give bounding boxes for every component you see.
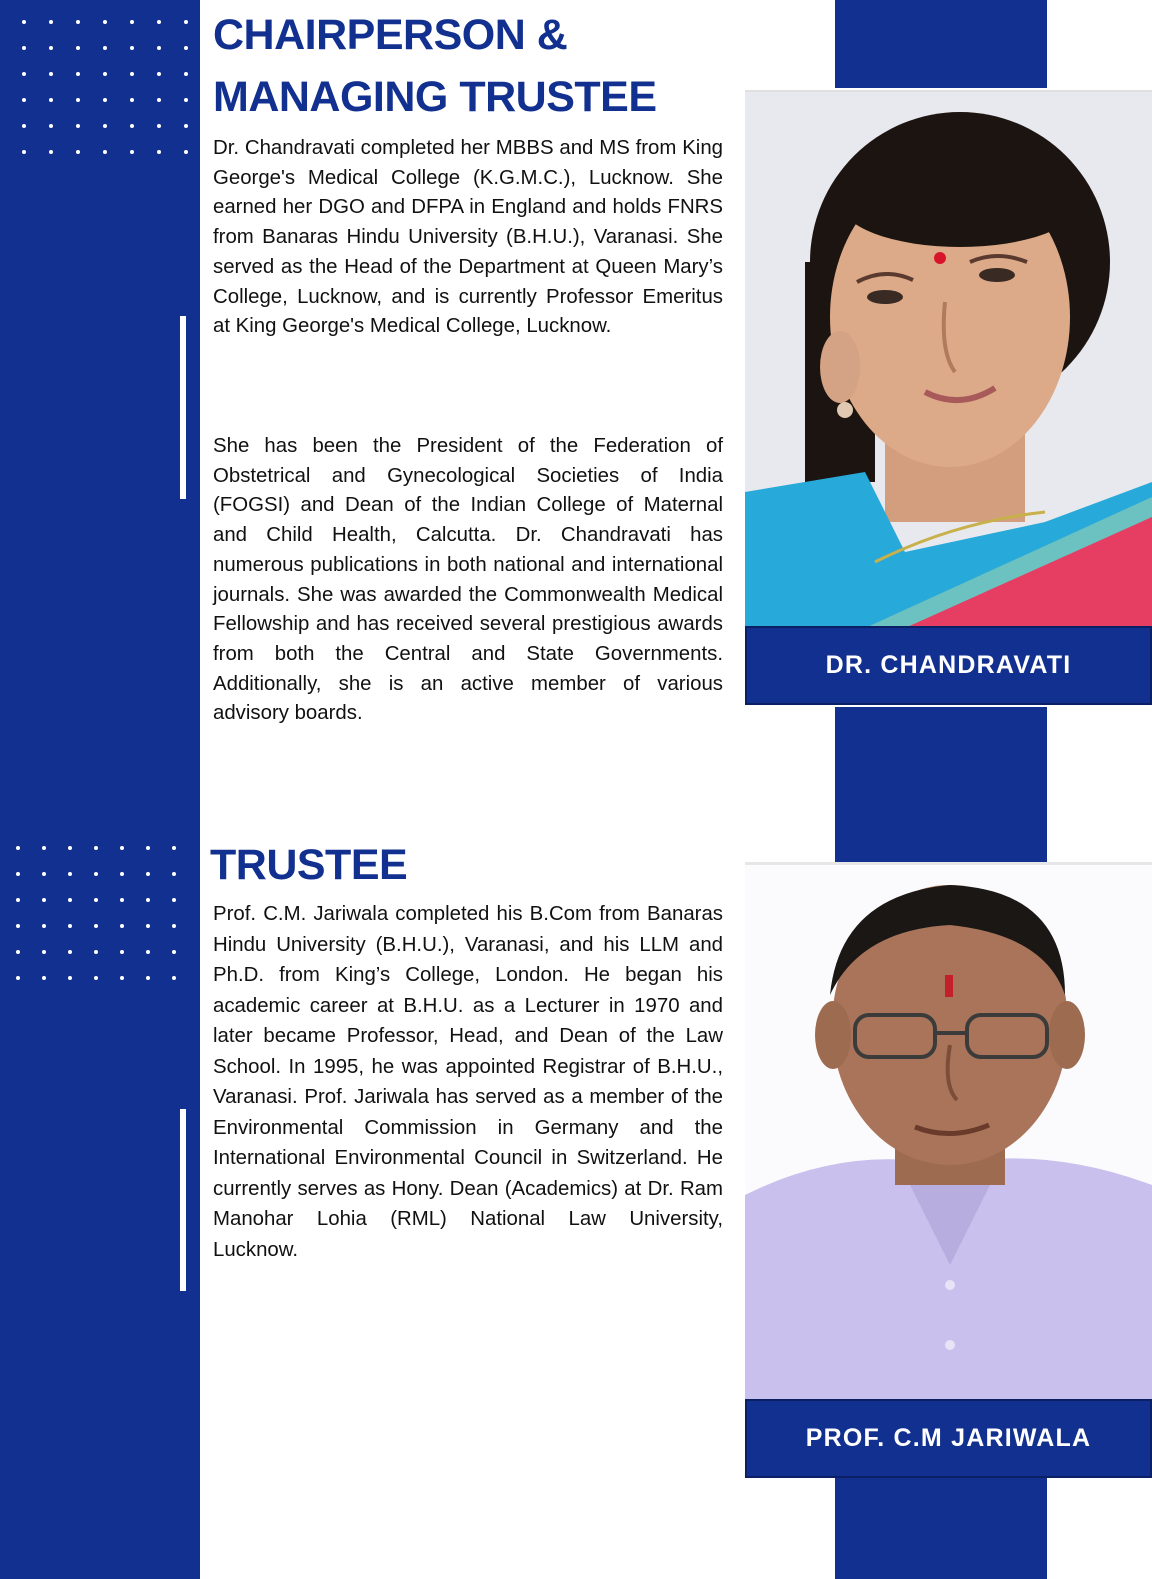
accent-line-top	[180, 316, 186, 499]
right-stripe-middle	[835, 707, 1047, 862]
right-stripe-bottom	[835, 1478, 1047, 1579]
chairperson-bio-paragraph-1: Dr. Chandravati completed her MBBS and MS from King George's Medical College (K.G.M.C.), Lucknow. She earned her DGO and DFPA in England and holds FNRS from Banaras Hindu University (B.H.U.), Varanasi. She served as the Head of the Department at Queen Mary’s College, Lucknow, and is currently Professor Emeritus at King George's Medical College, Lucknow.	[213, 137, 723, 338]
chairperson-heading	[213, 4, 813, 128]
chairperson-heading-line1: CHAIRPERSON &	[213, 11, 568, 59]
dot-grid-bottom	[16, 846, 176, 980]
trustee-bio-paragraph: Prof. C.M. Jariwala completed his B.Com from Banaras Hindu University (B.H.U.), Varanasi, and his LLM and Ph.D. from King’s College, London. He began his academic career at B.H.U. as a Lecturer in 1970 and later became Professor, Head, and Dean of the Law School. In 1995, he was appointed Registrar of B.H.U., Varanasi. Prof. Jariwala has served as a member of the Environmental Commission in Germany and the International Environmental Council in Switzerland. He currently serves as Hony. Dean (Academics) at Dr. Ram Manohar Lohia (RML) National Law University, Lucknow.	[213, 903, 723, 1261]
trustee-heading: TRUSTEE	[210, 841, 408, 889]
trustee-name-banner: PROF. C.M JARIWALA	[745, 1399, 1152, 1478]
right-stripe-top	[835, 0, 1047, 88]
chairperson-heading-line2: MANAGING TRUSTEE	[213, 73, 657, 121]
chairperson-portrait	[745, 90, 1152, 628]
chairperson-bio-paragraph-2: She has been the President of the Federation of Obstetrical and Gynecological Societies of India (FOGSI) and Dean of the Indian College of Maternal and Child Health, Calcutta. Dr. Chandravati has numerous publications in both national and international journals. She was awarded the Commonwealth Medical Fellowship and has received several prestigious awards from both the Central and State Governments. Additionally, she is an active member of various advisory boards.	[213, 435, 723, 725]
chairperson-name-banner: DR. CHANDRAVATI	[745, 626, 1152, 705]
accent-line-bottom	[180, 1109, 186, 1291]
trustee-portrait	[745, 862, 1152, 1401]
left-decorative-band	[0, 0, 200, 1579]
dot-grid-top	[22, 20, 188, 154]
